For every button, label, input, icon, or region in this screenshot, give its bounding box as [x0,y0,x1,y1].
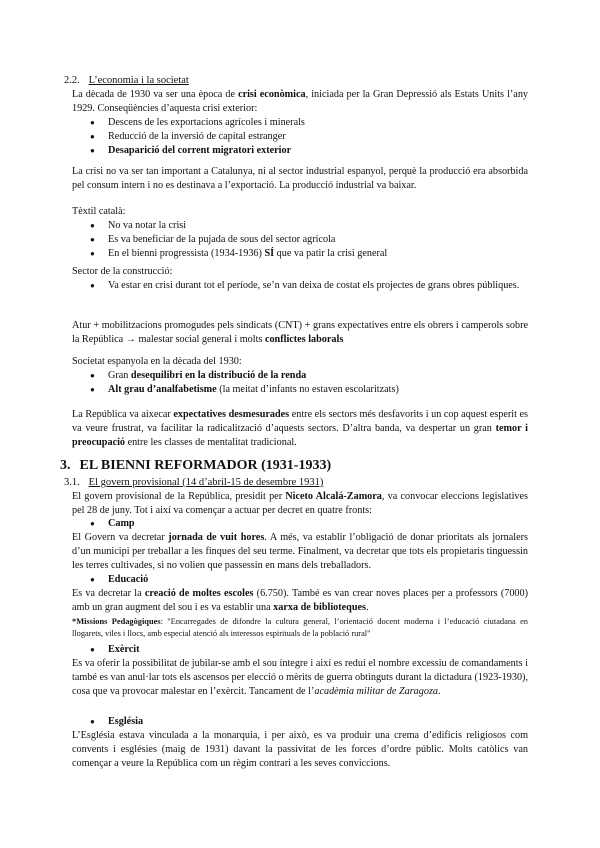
list-item [72,144,528,158]
bold-run: conflictes laborals [264,334,344,345]
list-item: ● Va estar en crisi durant tot el període, se’n van deixa de costat els projectes de grans obres públiques. [72,279,528,293]
crisi-paragraph: La crisi no va ser tan important a Catalunya, ni al sector industrial espanyol, perquè la producció era absorbida pel consum intern i no es destinava a l’exportació. La producció industrial va baixar. [72,166,528,191]
text-run: Gran [108,370,131,381]
govern-intro [72,490,528,518]
text-run: : "Encarregades de difondre la cultura general, l’orientació docent moderna i l’educació ciutadana en llogarets, viles i llocs, amb especial atenció als interessos espirituals de la població rural" [72,617,528,638]
bold-run: Desaparició del corrent migratori exterior [108,145,292,156]
section-3-heading [60,457,331,475]
text-run: (6.750). També es van crear noves places per a professors (7000) amb un gran augment del sou i es va establir una [72,588,528,613]
subheading-label: Església [108,716,144,727]
text-run: Es va decretar la [72,588,145,599]
bullet-icon: ● [90,519,95,528]
bullet-icon: ● [90,575,95,584]
section-title: El govern provisional (14 d’abril-15 de desembre 1931) [88,477,324,488]
text-run: (la meitat d’infants no estaven escolaritzats) [216,384,399,395]
textil-list [72,219,528,261]
subheading-label: Exèrcit [108,644,140,655]
republica-paragraph [72,408,528,450]
section-title: EL BIENNI REFORMADOR (1931-1933) [79,458,332,473]
bold-run: SÍ [264,248,275,259]
subheading-label: Camp [108,518,135,529]
exercit-paragraph [72,657,528,699]
esglesia-paragraph: L’Església estava vinculada a la monarquia, i per això, es va produir una crema d’edificis religiosos com convents i esglésies (maig de 1931) davant la passivitat de les forces d’ordre públic. Molts catòlics van començar a veure la República com un règim contrari a les seves conviccions. [72,730,528,769]
bullet-icon: ● [90,717,95,726]
subheading-label: Educació [108,574,149,585]
bold-run: desequilibri en la distribució de la renda [130,370,307,381]
section-3-1-heading [64,476,323,490]
bold-run: Niceto Alcalá-Zamora [285,491,382,502]
text-run: que va patir la crisi general [274,248,388,259]
exercit-heading [72,643,140,657]
bold-run: jornada de vuit hores [168,532,265,543]
societat-list [72,369,528,397]
list-item [72,369,528,383]
missions-note [72,616,528,640]
section-number: 3. [60,458,71,473]
bold-run: creació de moltes escoles [144,588,254,599]
text-run: entre les classes de mentalitat tradicional. [125,437,297,448]
camp-heading [72,517,135,531]
text-run: . [365,602,369,613]
bold-run: Alt grau d’analfabetisme [108,384,217,395]
economia-intro [72,88,528,116]
societat-label: Societat espanyola en la dècada del 1930: [72,356,242,367]
text-run: Es va oferir la possibilitat de jubilar-se amb el sou íntegre i així es reduí el nombre excessiu de comandaments i també es van anul·lar tots els ascensos per elecció o mèrits de guerra obtinguts durant la dictadura (1923-1930), cosa que va provocar malestar en l’exèrcit. Tancament de l’ [72,658,528,697]
bullet-icon: ● [90,645,95,654]
list-item: ● Reducció de la inversió de capital estranger [72,130,528,144]
text-run: En el bienni progressista (1934-1936) [108,248,265,259]
textil-label: Tèxtil català: [72,206,126,217]
text-run: Atur + mobilitzacions promogudes pels sindicats (CNT) + grans expectatives entre els obrers i camperols sobre la República → malestar social general i molts [72,320,528,345]
construccio-label: Sector de la construcció: [72,266,173,277]
educacio-heading [72,573,148,587]
text-run: . [438,686,441,697]
text-run: El govern provisional de la República, presidit per [72,491,286,502]
text-run: , va convocar eleccions legislatives pel 28 de juny. Tot i així va començar a actuar per decret en quatre fronts: [72,491,528,516]
list-item: ● Es va beneficiar de la pujada de sous del sector agrícola [72,233,528,247]
bold-run: *Missions Pedagògiques [72,617,161,626]
bold-run: crisi econòmica [238,89,306,100]
section-title: L’economia i la societat [88,75,189,86]
list-item: ● No va notar la crisi [72,219,528,233]
section-number: 3.1. [64,477,80,488]
text-run: La dècada de 1930 va ser una època de [72,89,239,100]
construccio-list [72,279,528,293]
text-run: El Govern va decretar [72,532,169,543]
camp-paragraph [72,531,528,573]
text-run: entre els sectors més desfavorits i un cop aquest esperit es va veure frustrat, va facilitar la radicalització d’aquests sectors. D’altra banda, va despertar un gran [72,409,528,434]
consequencies-list [72,116,528,158]
bold-run: temor i preocupació [72,423,528,448]
bold-run: xarxa de biblioteques [273,602,366,613]
text-run: , iniciada per la Gran Depressió als Estats Units l’any 1929. Conseqüències d’aquesta crisi exterior: [72,89,529,114]
list-item: ● Descens de les exportacions agrícoles i minerals [72,116,528,130]
list-item [72,247,528,261]
atur-paragraph [72,319,528,347]
italic-run: acadèmia militar de Zaragoza [314,686,439,697]
educacio-paragraph [72,587,528,615]
text-run: La República va aixecar [72,409,174,420]
text-run: . A més, va establir l’obligació de donar prioritats als jornalers d’un municipi per treballar a les finques del seu terme. Finalment, va decretar que tots els propietaris tinguessin les terres cultivades, si no volien que passessin en mans dels treballadors. [72,532,528,571]
section-2-2-heading [64,74,189,88]
list-item [72,383,528,397]
bold-run: expectatives desmesurades [173,409,290,420]
section-number: 2.2. [64,75,80,86]
esglesia-heading [72,715,143,729]
